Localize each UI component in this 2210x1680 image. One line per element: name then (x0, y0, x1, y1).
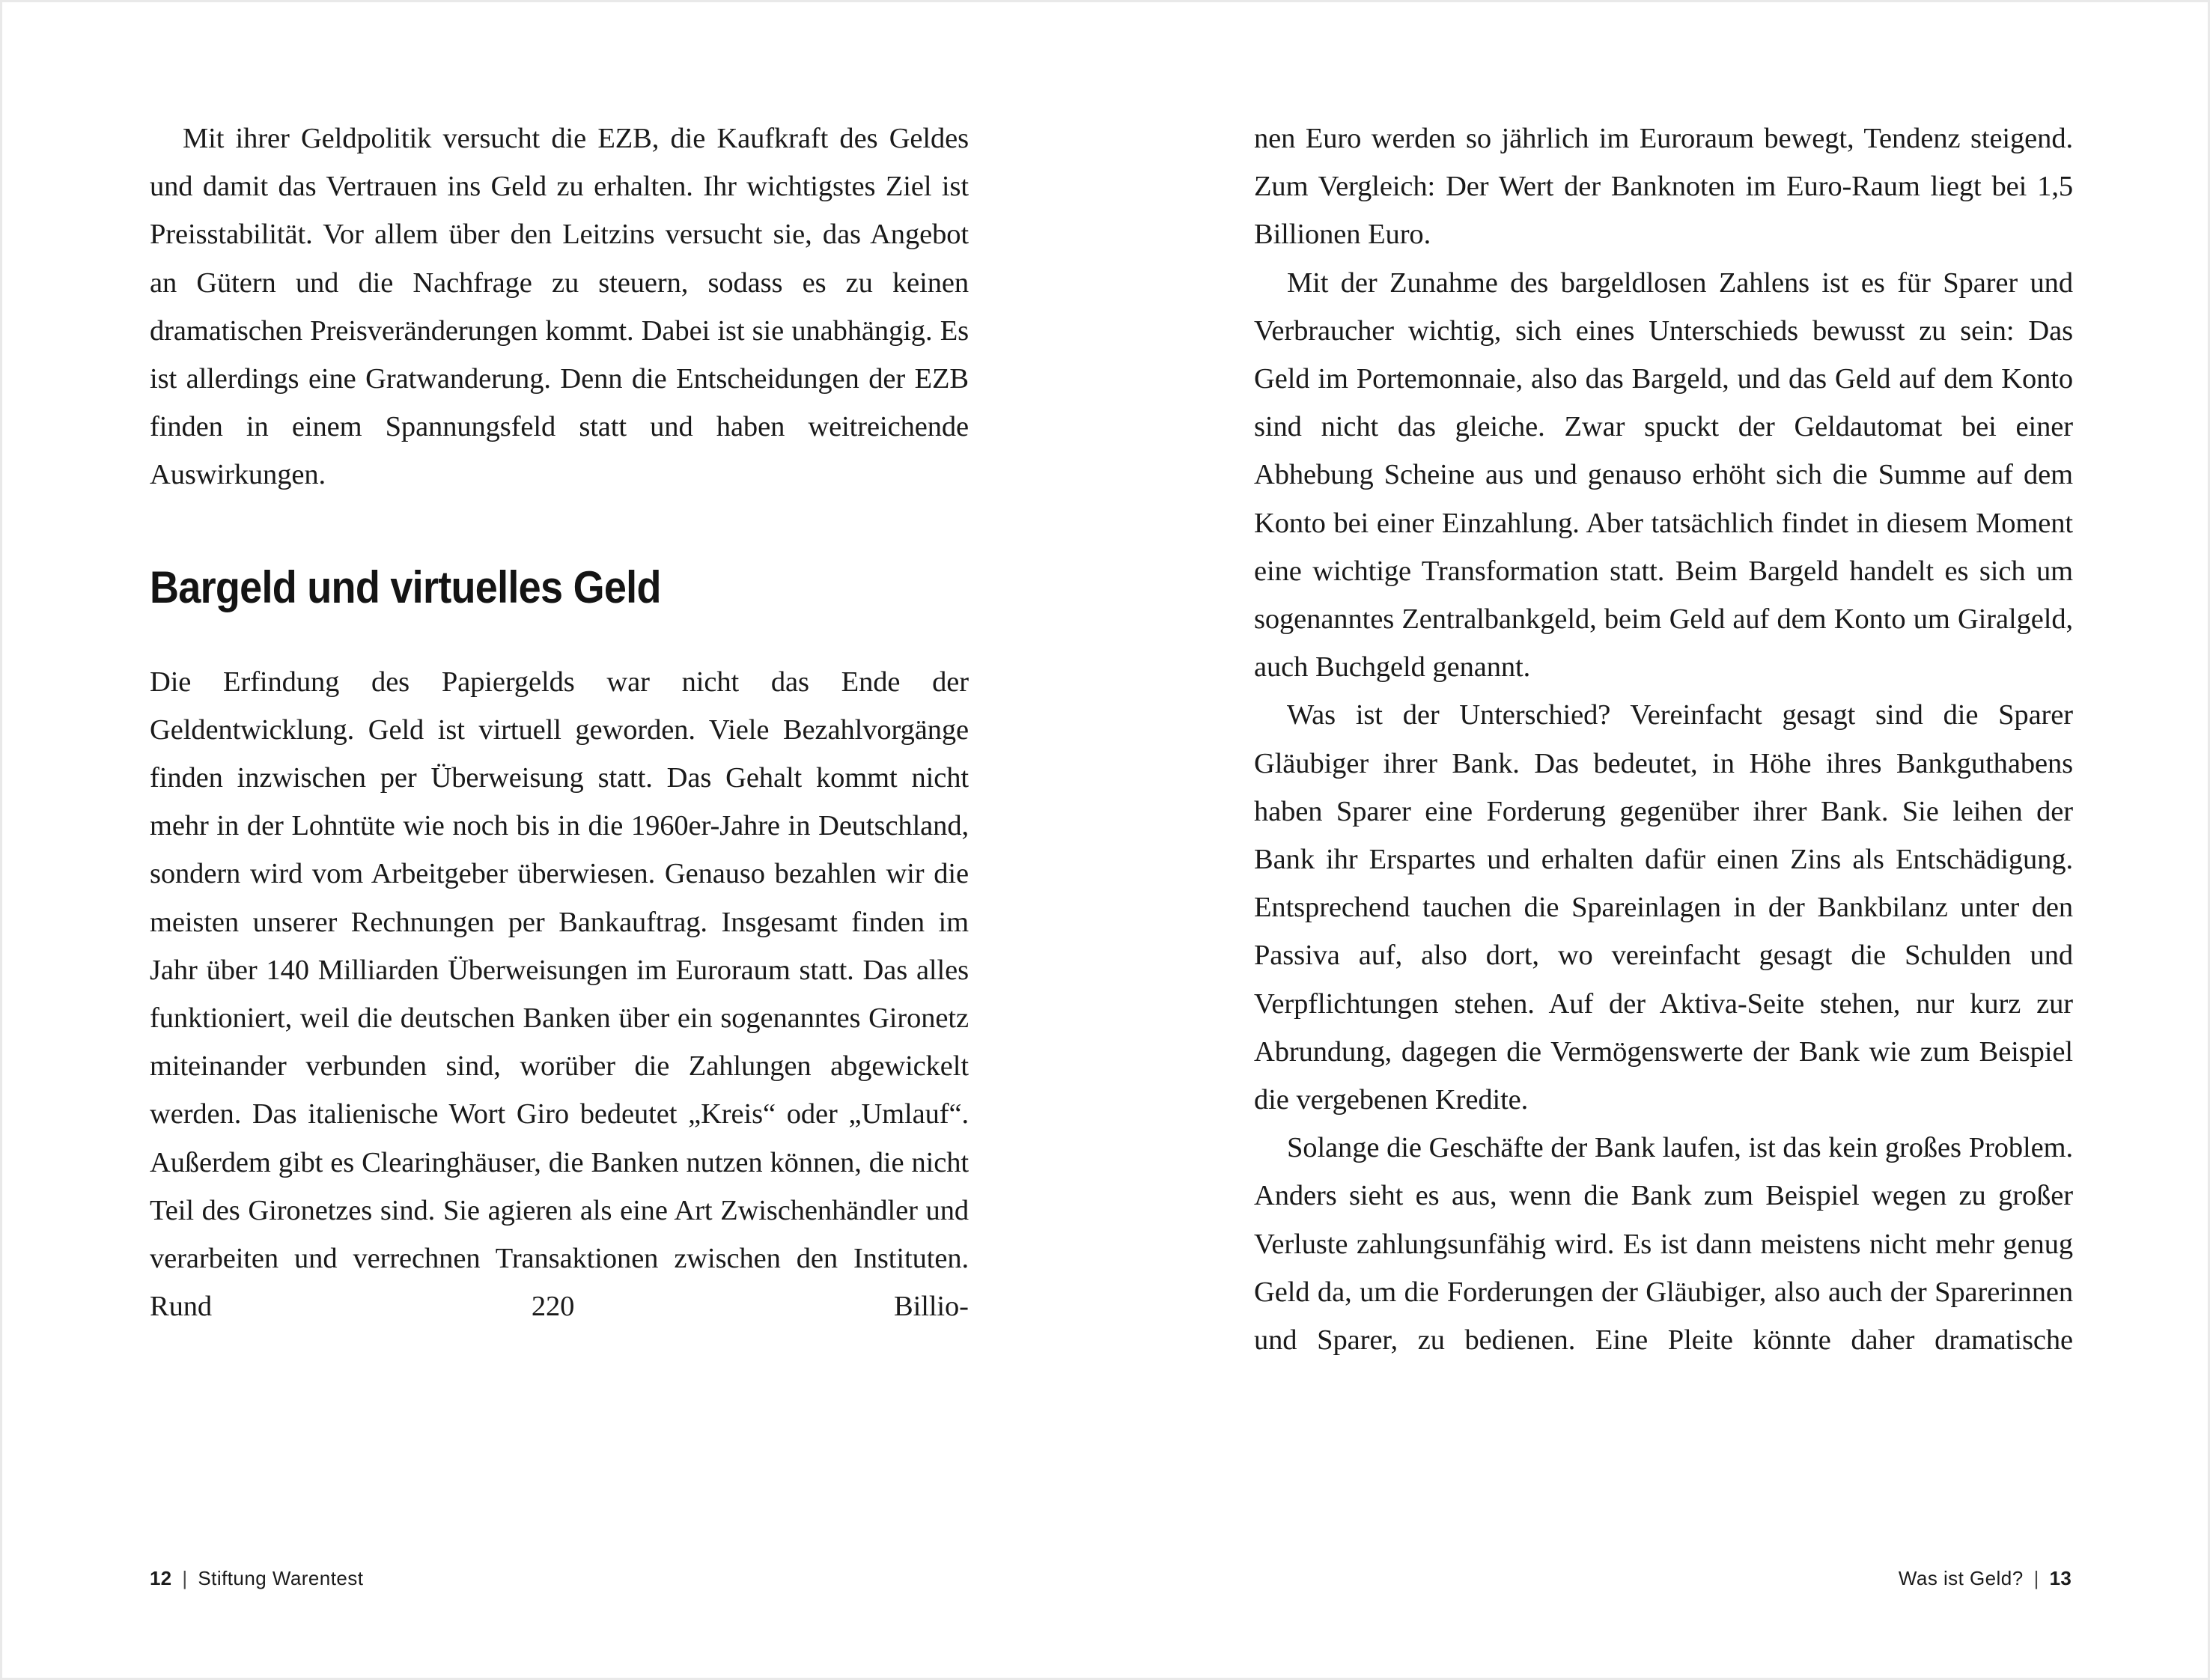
paragraph-bank-insolvenz: Solange die Geschäfte der Bank laufen, ist das kein großes Problem. Anders sieht es aus, wenn die Bank zum Beispiel wegen zu großer Verluste zahlungsunfähig wird. Es ist dann meistens nicht mehr genug Geld da, um die Forderungen der Gläubiger, also auch der Sparerinnen und Sparer, zu bedienen. Eine Pleite könnte daher dramatische (1254, 1132, 2073, 1357)
right-text-column (1254, 115, 2073, 1412)
paragraph-bargeldloses-zahlen: Mit der Zunahme des bargeldlosen Zahlens ist es für Sparer und Verbraucher wichtig, sich eines Unterschieds bewusst zu sein: Das Geld im Portemonnaie, also das Bargeld, und das Geld auf dem Konto sind nicht das gleiche. Zwar spuckt der Geldautomat bei einer Abhebung Scheine aus und genauso erhöht sich die Summe auf dem Konto bei einer Einzahlung. Aber tatsächlich findet in diesem Moment eine wichtige Transformation statt. Beim Bargeld handelt es sich um sogenanntes Zentralbankgeld, beim Geld auf dem Konto um Giralgeld, auch Buchgeld genannt. (1254, 267, 2073, 684)
footer-chapter-label: Was ist Geld? (1898, 1567, 2024, 1589)
page-container (2, 2, 2208, 1678)
paragraph-unterschied-glaeubiger: Was ist der Unterschied? Vereinfacht gesagt sind die Sparer Gläubiger ihrer Bank. Das bedeutet, in Höhe ihres Bankguthabens haben Sparer eine Forderung gegenüber ihrer Bank. Sie leihen der Bank ihr Erspartes und erhalten dafür einen Zins als Entschädigung. Entsprechend tauchen die Spareinlagen in der Bankbilanz unter den Passiva auf, also dort, wo vereinfacht gesagt die Schulden und Verpflichtungen stehen. Auf der Aktiva-Seite stehen, nur kurz zur Abrundung, dagegen die Vermögenswerte der Bank wie zum Beispiel die vergebenen Kredite. (1254, 699, 2073, 1116)
page-left (2, 2, 1105, 1678)
paragraph-ezb-geldpolitik: Mit ihrer Geldpolitik versucht die EZB, die Kaufkraft des Geldes und damit das Vertrauen ins Geld zu erhalten. Ihr wichtigstes Ziel ist Preisstabilität. Vor allem über den Leitzins versucht sie, das Angebot an Gütern und die Nachfrage zu steuern, sodass es zu keinen dramatischen Preisveränderungen kommt. Dabei ist sie unabhängig. Es ist allerdings eine Gratwanderung. Denn die Entscheidungen der EZB finden in einem Spannungsfeld statt und haben weitreichende Auswirkungen. (150, 123, 969, 491)
page-number-right: 13 (2049, 1567, 2072, 1589)
page-right (1105, 2, 2208, 1678)
page-number-left: 12 (150, 1567, 172, 1589)
paragraph-banknoten-wert: nen Euro werden so jährlich im Euroraum bewegt, Tendenz steigend. Zum Vergleich: Der Wert der Banknoten im Euro-Raum liegt bei 1,5 Billionen Euro. (1254, 123, 2073, 251)
footer-separator-left: | (182, 1567, 188, 1589)
footer-left (150, 1567, 363, 1589)
heading-spacer-bottom (150, 612, 969, 658)
left-text-column (150, 115, 969, 1379)
footer-publisher-label: Stiftung Warentest (198, 1567, 364, 1589)
footer-right (1899, 1567, 2072, 1589)
footer-separator-right: | (2033, 1567, 2039, 1589)
paragraph-papiergeld-gironetz: Die Erfindung des Papiergelds war nicht das Ende der Geldentwicklung. Geld ist virtuell geworden. Viele Bezahlvorgänge finden inzwischen per Überweisung statt. Das Gehalt kommt nicht mehr in der Lohntüte wie noch bis in die 1960er-Jahre in Deutschland, sondern wird vom Arbeitgeber überwiesen. Genauso bezahlen wir die meisten unserer Rechnungen per Bankauftrag. Insgesamt finden im Jahr über 140 Milliarden Überweisungen im Euroraum statt. Das alles funktioniert, weil die deutschen Banken über ein sogenanntes Gironetz miteinander verbunden sind, worüber die Zahlungen abgewickelt werden. Das italienische Wort Giro bedeutet „Kreis“ oder „Umlauf“. Außerdem gibt es Clearinghäuser, die Banken nutzen können, die nicht Teil des Gironetzes sind. Sie agieren als eine Art Zwischenhändler und verarbeiten und verrechnen Transaktionen zwischen den Instituten. Rund 220 Billio (150, 666, 969, 1323)
heading-spacer-top (150, 499, 969, 564)
section-heading-bargeld: Bargeld und virtuelles Geld (150, 561, 661, 612)
